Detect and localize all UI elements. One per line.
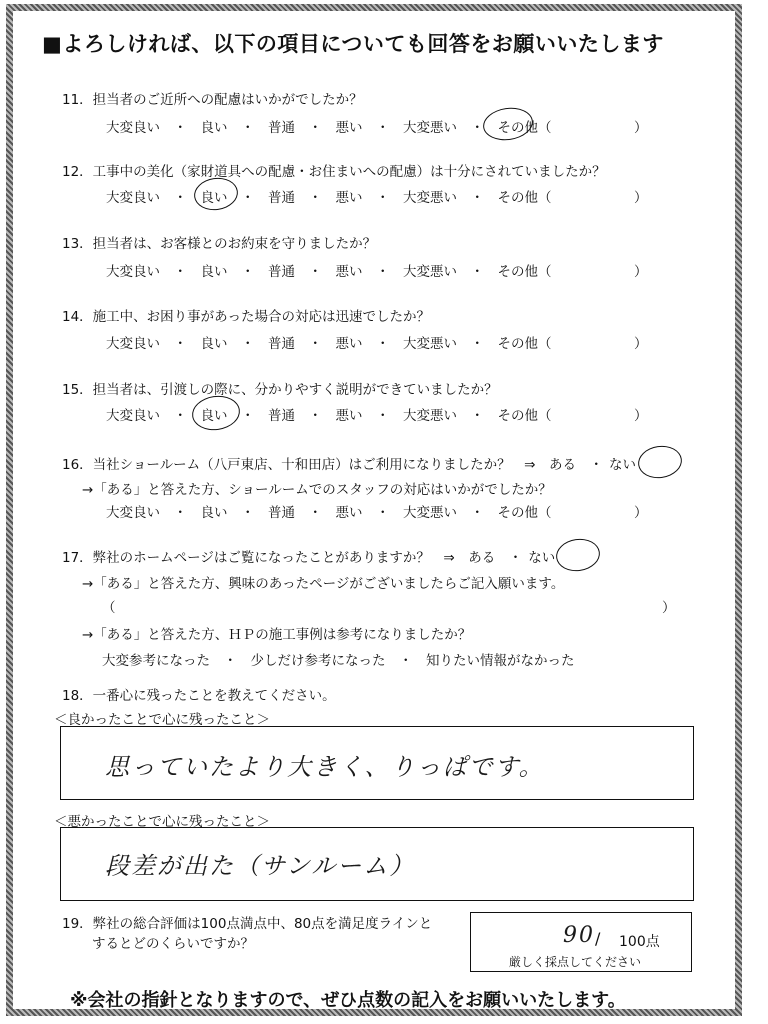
q17-options-2: 大変参考になった ・ 少しだけ参考になった ・ 知りたい情報がなかった xyxy=(102,653,575,669)
good-answer-box xyxy=(60,726,694,800)
question-13: 13．担当者は、お客様とのお約束を守りましたか？ xyxy=(62,236,377,252)
q11-options: 大変良い ・ 良い ・ 普通 ・ 悪い ・ 大変悪い ・ その他（ xyxy=(106,120,552,136)
q17-paren-open: （ xyxy=(102,600,116,616)
q16-followup: →「ある」と答えた方、ショールームでのスタッフの対応はいかがでしたか？ xyxy=(82,482,552,498)
q17-followup-1: →「ある」と答えた方、興味のあったページがございましたらご記入願います。 xyxy=(82,576,565,592)
q17-paren-close: ） xyxy=(662,600,676,616)
q15-options: 大変良い ・ 良い ・ 普通 ・ 悪い ・ 大変悪い ・ その他（ xyxy=(106,408,552,424)
q12-paren-close: ） xyxy=(634,190,648,206)
page-title: ■よろしければ、以下の項目についても回答をお願いいたします xyxy=(42,32,664,56)
question-17: 17．弊社のホームページはご覧になったことがありますか？ ⇒ ある ・ ない xyxy=(62,550,556,566)
question-18: 18．一番心に残ったことを教えてください。 xyxy=(62,688,336,704)
question-16: 16．当社ショールーム（八戸東店、十和田店）はご利用になりましたか？ ⇒ ある ・ ない xyxy=(62,457,636,473)
score-value: 90 xyxy=(563,923,595,948)
bad-answer-text: 段差が出た（サンルーム） xyxy=(105,852,416,880)
question-19-line2: するとどのくらいですか？ xyxy=(92,936,254,952)
question-14: 14．施工中、お困り事があった場合の対応は迅速でしたか？ xyxy=(62,309,431,325)
q16-options: 大変良い ・ 良い ・ 普通 ・ 悪い ・ 大変悪い ・ その他（ xyxy=(106,505,552,521)
q12-options: 大変良い ・ 良い ・ 普通 ・ 悪い ・ 大変悪い ・ その他（ xyxy=(106,190,552,206)
q14-paren-close: ） xyxy=(634,336,648,352)
question-12: 12．工事中の美化（家財道具への配慮・お住まいへの配慮）は十分にされていましたか？ xyxy=(62,164,606,180)
score-note: 厳しく採点してください xyxy=(509,955,642,969)
footer-note: ※会社の指針となりますので、ぜひ点数の記入をお願いいたします。 xyxy=(70,990,626,1011)
bad-answer-box xyxy=(60,827,694,901)
score-max: 100点 xyxy=(619,934,660,950)
question-11: 11．担当者のご近所への配慮はいかがでしたか？ xyxy=(62,92,363,108)
good-answer-text: 思っていたより大きく、りっぱです。 xyxy=(105,753,545,781)
good-label: ＜良かったことで心に残ったこと＞ xyxy=(54,712,270,728)
score-box xyxy=(470,912,692,972)
q13-paren-close: ） xyxy=(634,264,648,280)
score-slash: / xyxy=(595,929,601,948)
q15-paren-close: ） xyxy=(634,408,648,424)
question-19-line1: 19．弊社の総合評価は100点満点中、80点を満足度ラインと xyxy=(62,916,433,932)
question-15: 15．担当者は、引渡しの際に、分かりやすく説明ができていましたか？ xyxy=(62,382,498,398)
q16-paren-close: ） xyxy=(634,505,648,521)
q14-options: 大変良い ・ 良い ・ 普通 ・ 悪い ・ 大変悪い ・ その他（ xyxy=(106,336,552,352)
q11-paren-close: ） xyxy=(634,120,648,136)
q17-followup-2: →「ある」と答えた方、ＨＰの施工事例は参考になりましたか？ xyxy=(82,627,472,643)
q13-options: 大変良い ・ 良い ・ 普通 ・ 悪い ・ 大変悪い ・ その他（ xyxy=(106,264,552,280)
bad-label: ＜悪かったことで心に残ったこと＞ xyxy=(54,814,270,830)
